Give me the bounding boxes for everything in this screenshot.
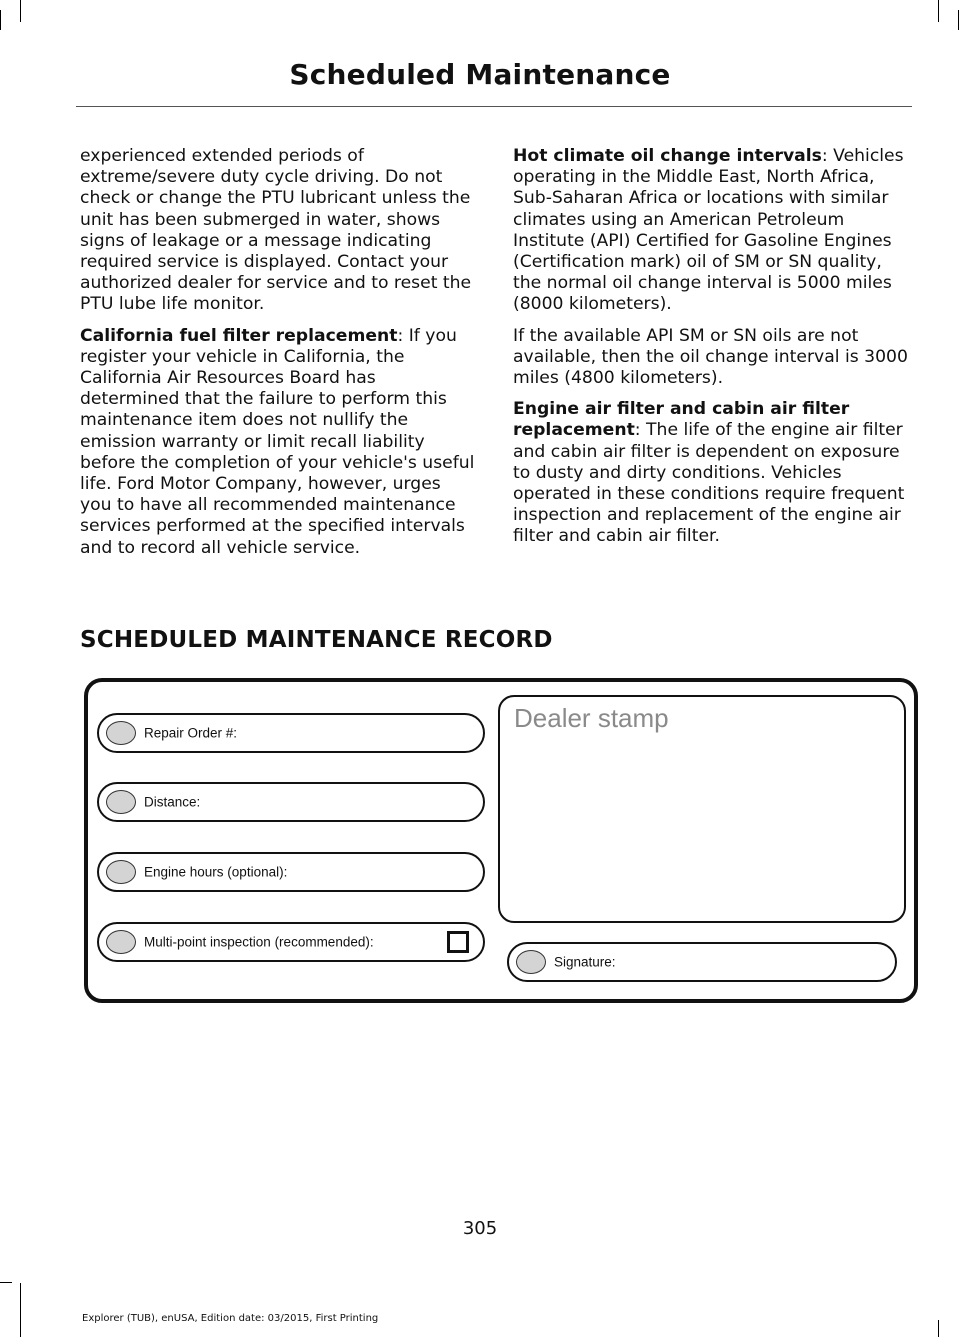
crop-mark bbox=[20, 0, 21, 22]
paragraph-text: : The life of the engine air filter and cabin air filter is dependent on exposure to dusty and dirty conditions. Vehicles operated in these conditions require frequent inspection and replacement of the engine air filter and cabin air filter. bbox=[513, 420, 905, 547]
paragraph-heading: Engine air filter and cabin air filter replacement bbox=[513, 399, 850, 441]
repair-order-field[interactable] bbox=[97, 713, 485, 753]
signature-field[interactable] bbox=[507, 942, 897, 982]
paragraph-text: : If you register your vehicle in California, the California Air Resources Board has determined that the failure to perform this maintenance item does not nullify the emission warranty or limit recall liability before the completion of your vehicle's useful life. Ford Motor Company, however, urges you to have all recommended maintenance services performed at the specified intervals and to record all vehicle service. bbox=[80, 325, 475, 558]
title-divider bbox=[76, 106, 912, 107]
right-column bbox=[513, 146, 908, 558]
paragraph-text: If the available API SM or SN oils are not available, then the oil change interval is 3000 miles (4800 kilometers). bbox=[513, 325, 908, 389]
field-label: Engine hours (optional): bbox=[144, 864, 288, 880]
crop-mark bbox=[0, 1282, 12, 1283]
paragraph-text: : Vehicles operating in the Middle East, North Africa, Sub-Saharan Africa or locations with similar climates using an American Petroleum Institute (API) Certified for Gasoline Engines (Certification mark) oil of SM or SN quality, the normal oil change interval is 5000 miles (8000 kilometers). bbox=[513, 146, 904, 315]
circle-icon bbox=[106, 930, 136, 954]
page-title: Scheduled Maintenance bbox=[289, 58, 671, 91]
circle-icon bbox=[106, 721, 136, 745]
crop-mark bbox=[0, 10, 1, 30]
dealer-stamp-label: Dealer stamp bbox=[514, 703, 669, 733]
edition-footer: Explorer (TUB), enUSA, Edition date: 03/2015, First Printing bbox=[82, 1313, 379, 1324]
paragraph-text: experienced extended periods of extreme/severe duty cycle driving. Do not check or change the PTU lubricant unless the unit has been submerged in water, shows signs of leakage or a message indicating required service is displayed. Contact your authorized dealer for service and to reset the PTU lube life monitor. bbox=[80, 146, 472, 315]
section-heading: SCHEDULED MAINTENANCE RECORD bbox=[80, 627, 553, 653]
distance-field[interactable] bbox=[97, 782, 485, 822]
engine-hours-field[interactable] bbox=[97, 852, 485, 892]
paragraph-api-oils bbox=[513, 326, 908, 390]
crop-mark bbox=[938, 1320, 939, 1337]
paragraph-heading: California fuel filter replacement bbox=[80, 325, 398, 346]
page-number: 305 bbox=[462, 1218, 498, 1239]
circle-icon bbox=[106, 860, 136, 884]
field-label: Repair Order #: bbox=[144, 725, 238, 741]
field-label: Distance: bbox=[144, 794, 201, 810]
dealer-stamp-box bbox=[498, 695, 906, 923]
crop-mark bbox=[938, 0, 939, 22]
left-column bbox=[80, 146, 475, 569]
inspection-checkbox[interactable] bbox=[447, 931, 469, 953]
paragraph-hot-climate bbox=[513, 146, 908, 316]
circle-icon bbox=[516, 950, 546, 974]
crop-mark bbox=[20, 1283, 21, 1337]
inspection-field[interactable] bbox=[97, 922, 485, 962]
circle-icon bbox=[106, 790, 136, 814]
paragraph-fuel-filter bbox=[80, 326, 475, 559]
paragraph-heading: Hot climate oil change intervals bbox=[513, 146, 822, 166]
crop-mark bbox=[958, 10, 959, 30]
field-label: Multi-point inspection (recommended): bbox=[144, 934, 374, 950]
field-label: Signature: bbox=[554, 954, 616, 970]
paragraph-ptu bbox=[80, 146, 475, 316]
paragraph-air-filter bbox=[513, 399, 908, 547]
